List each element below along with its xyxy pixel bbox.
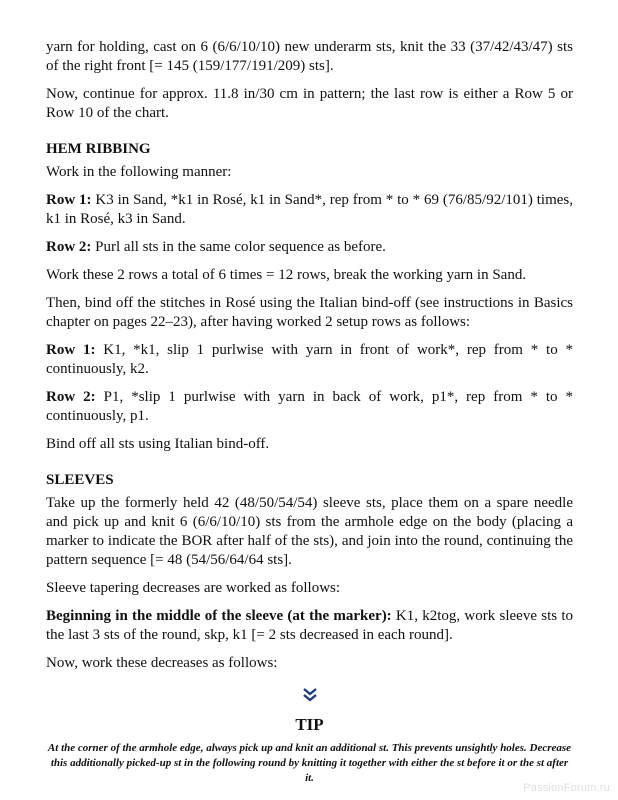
intro-paragraph-2: Now, continue for approx. 11.8 in/30 cm in pattern; the last row is either a Row 5 or Row 10 of the chart. <box>46 86 573 121</box>
hem-bind-off-intro: Then, bind off the stitches in Rosé using the Italian bind-off (see instructions in Basics chapter on pages 22–23), after having worked 2 setup rows as follows: <box>46 295 573 330</box>
setup-row-1-label: Row 1: <box>46 342 96 358</box>
setup-row-1 <box>46 341 573 379</box>
hem-bind-off: Bind off all sts using Italian bind-off. <box>46 436 270 452</box>
sleeves-paragraph-1: Take up the formerly held 42 (48/50/54/54) sleeve sts, place them on a spare needle and pick up and knit 6 (6/6/10/10) sts from the armhole edge on the body (placing a marker to indicate the BOR after half of the sts), and join into the round, continuing the pattern sequence [= 48 (54/56/64/64 sts]. <box>46 495 573 568</box>
tip-text: At the corner of the armhole edge, always pick up and knit an additional st. This prevents unsightly holes. Decrease this additionally picked-up st in the following round by knitting it together with either the st before it or the st after it. <box>47 742 572 784</box>
sleeves-paragraph-2: Sleeve tapering decreases are worked as follows: <box>46 580 341 596</box>
setup-row-1-text: K1, *k1, slip 1 purlwise with yarn in front of work*, rep from * to * continuously, k2. <box>46 342 573 377</box>
double-chevron-down-icon <box>302 687 318 703</box>
section-divider <box>46 687 573 707</box>
hem-repeat: Work these 2 rows a total of 6 times = 12 rows, break the working yarn in Sand. <box>46 267 527 283</box>
sleeves-paragraph-3-label: Beginning in the middle of the sleeve (at the marker): <box>46 608 392 624</box>
tip-title: TIP <box>295 715 324 734</box>
setup-row-2-text: P1, *slip 1 purlwise with yarn in back of work, p1*, rep from * to * continuously, p1. <box>46 389 573 424</box>
setup-row-2-label: Row 2: <box>46 389 96 405</box>
hem-row-2-text: Purl all sts in the same color sequence as before. <box>91 239 386 255</box>
watermark: PassionForum.ru <box>523 782 610 794</box>
setup-row-2 <box>46 388 573 426</box>
hem-ribbing-heading: HEM RIBBING <box>46 141 151 157</box>
sleeves-paragraph-3 <box>46 607 573 645</box>
hem-row-2 <box>46 238 573 257</box>
hem-row-2-label: Row 2: <box>46 239 92 255</box>
sleeves-paragraph-3-text: K1, k2tog, work sleeve sts to the last 3 sts of the round, skp, k1 [= 2 sts decreased in each round]. <box>46 608 573 643</box>
hem-row-1-label: Row 1: <box>46 192 92 208</box>
sleeves-paragraph-4: Now, work these decreases as follows: <box>46 655 278 671</box>
intro-paragraph-1: yarn for holding, cast on 6 (6/6/10/10) new underarm sts, knit the 33 (37/42/43/47) sts of the right front [= 145 (159/177/191/209) sts]. <box>46 39 573 74</box>
hem-intro: Work in the following manner: <box>46 164 232 180</box>
sleeves-heading: SLEEVES <box>46 472 114 488</box>
hem-row-1-text: K3 in Sand, *k1 in Rosé, k1 in Sand*, rep from * to * 69 (76/85/92/101) times, k1 in Rosé, k3 in Sand. <box>46 192 573 227</box>
document-page <box>46 38 573 786</box>
hem-row-1 <box>46 191 573 229</box>
